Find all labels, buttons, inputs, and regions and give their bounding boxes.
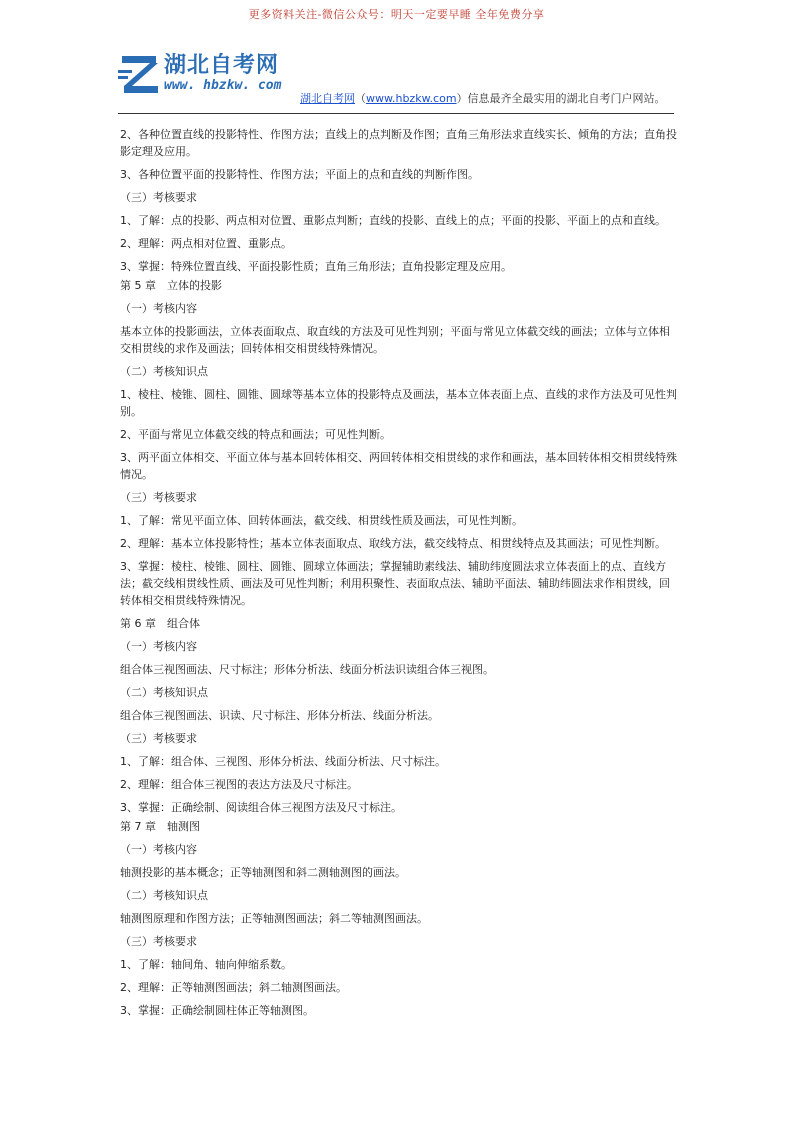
section-heading: （二）考核知识点 [120,889,208,902]
chapter-heading: 第 5 章 立体的投影 [120,279,222,292]
section-heading: （一）考核内容 [120,302,197,315]
paragraph: 3、掌握：正确绘制、阅读组合体三视图方法及尺寸标注。 [120,801,402,814]
tagline-text: ）信息最齐全最实用的湖北自考门户网站。 [456,92,666,105]
logo-url: www. hbzkw. com [164,78,282,93]
section-heading: （三）考核要求 [120,191,197,204]
site-url-link[interactable]: www.hbzkw.com [366,92,457,105]
paragraph: 3、各种位置平面的投影特性、作图方法；平面上的点和直线的判断作图。 [120,168,479,181]
logo-z-icon [118,50,162,96]
logo-title: 湖北自考网 [164,53,280,78]
paragraph: 2、理解：正等轴测图画法；斜二轴测图画法。 [120,981,347,994]
chapter-heading: 第 6 章 组合体 [120,617,200,630]
paragraph: 组合体三视图画法、识读、尺寸标注、形体分析法、线面分析法。 [120,709,439,722]
section-heading: （三）考核要求 [120,935,197,948]
paragraph: 2、各种位置直线的投影特性、作图方法；直线上的点判断及作图；直角三角形法求直线实长、倾角的方法；直角投影定理及应用。 [120,128,677,158]
paragraph: 1、了解：点的投影、两点相对位置、重影点判断；直线的投影、直线上的点；平面的投影、平面上的点和直线。 [120,214,666,227]
paragraph: 2、理解：两点相对位置、重影点。 [120,237,292,250]
site-logo[interactable] [118,48,308,98]
section-heading: （一）考核内容 [120,640,197,653]
section-heading: （三）考核要求 [120,732,197,745]
paragraph: 1、了解：轴间角、轴向伸缩系数。 [120,958,292,971]
chapter-heading: 第 7 章 轴测图 [120,820,200,833]
paragraph: 2、理解：组合体三视图的表达方法及尺寸标注。 [120,778,358,791]
paragraph: 组合体三视图画法、尺寸标注；形体分析法、线面分析法识读组合体三视图。 [120,663,494,676]
site-name-link[interactable]: 湖北自考网 [300,92,355,105]
header-tagline [300,90,666,106]
tagline-paren-open: （ [355,92,366,105]
paragraph: 3、掌握：棱柱、棱锥、圆柱、圆锥、圆球立体画法；掌握辅助素线法、辅助纬度圆法求立体表面上的点、直线方法；截交线相贯线性质、画法及可见性判断；利用积聚性、表面取点法、辅助平面法、辅助纬圆法求作相贯线，回转体相交相贯线特殊情况。 [120,560,670,607]
section-heading: （二）考核知识点 [120,365,208,378]
paragraph: 基本立体的投影画法，立体表面取点、取直线的方法及可见性判别；平面与常见立体截交线的画法；立体与立体相交相贯线的求作及画法；回转体相交相贯线特殊情况。 [120,325,670,355]
paragraph: 轴测图原理和作图方法；正等轴测图画法；斜二等轴测图画法。 [120,912,428,925]
paragraph: 2、平面与常见立体截交线的特点和画法；可见性判断。 [120,428,391,441]
paragraph: 3、掌握：正确绘制圆柱体正等轴测图。 [120,1004,314,1017]
paragraph: 1、棱柱、棱锥、圆柱、圆锥、圆球等基本立体的投影特点及画法，基本立体表面上点、直线的求作方法及可见性判别。 [120,388,677,418]
paragraph: 轴测投影的基本概念；正等轴测图和斜二测轴测图的画法。 [120,866,406,879]
document-body [120,126,678,1025]
paragraph: 3、两平面立体相交、平面立体与基本回转体相交、两回转体相交相贯线的求作和画法，基本回转体相交相贯线特殊情况。 [120,451,677,481]
paragraph: 1、了解：常见平面立体、回转体画法，截交线、相贯线性质及画法，可见性判断。 [120,514,523,527]
section-heading: （二）考核知识点 [120,686,208,699]
header-divider [118,113,674,114]
section-heading: （三）考核要求 [120,491,197,504]
top-note: 更多资料关注-微信公众号：明天一定要早睡 全年免费分享 [248,8,545,21]
paragraph: 2、理解：基本立体投影特性；基本立体表面取点、取线方法，截交线特点、相贯线特点及其画法；可见性判断。 [120,537,666,550]
section-heading: （一）考核内容 [120,843,197,856]
paragraph: 1、了解：组合体、三视图、形体分析法、线面分析法、尺寸标注。 [120,755,446,768]
paragraph: 3、掌握：特殊位置直线、平面投影性质；直角三角形法；直角投影定理及应用。 [120,260,512,273]
